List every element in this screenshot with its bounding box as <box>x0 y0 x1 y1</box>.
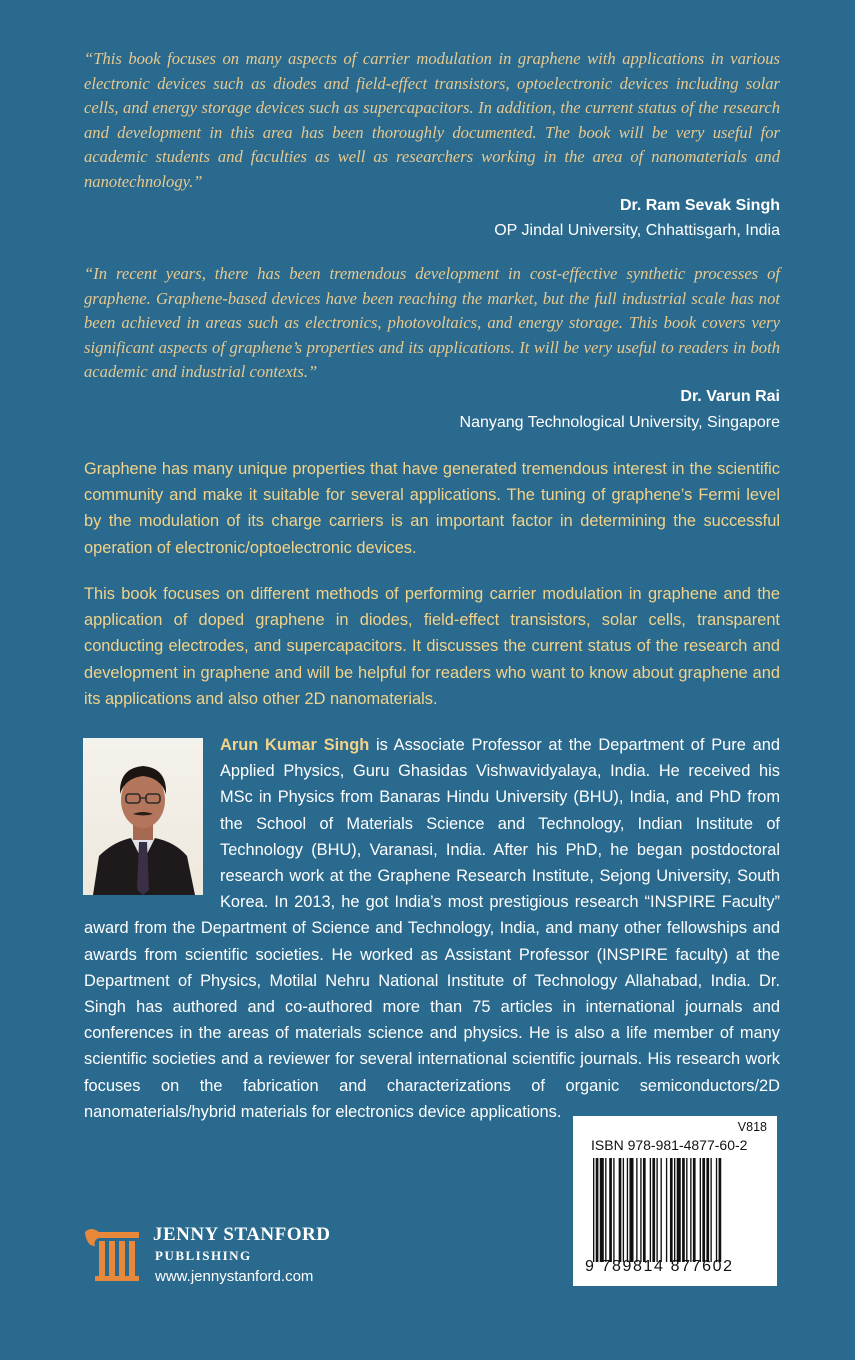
endorser-affiliation-1: OP Jindal University, Chhattisgarh, India <box>494 222 780 239</box>
barcode-code: V818 <box>737 1120 767 1134</box>
endorsement-quote-2: “In recent years, there has been tremendous development in cost-effective synthetic processes of graphene. Graphene-based devices have been reaching the market, but the full industrial scale has not been achieved in areas such as electronics, photovoltaics, and energy storage. This book covers very significant aspects of graphene’s properties and its applications. It will be very useful to readers in both academic and industrial contexts.” <box>84 264 780 381</box>
author-bio-text: is Associate Professor at the Department of Pure and Applied Physics, Guru Ghasidas Vishwavidyalaya, India. He received his MSc in Physics from Banaras Hindu University (BHU), India, and PhD from the School of Materials Science and Technology, Indian Institute of Technology (BHU), Varanasi, India. After his PhD, he began postdoctoral research work at the Graphene Research Institute, Sejong University, South Korea. In 2013, he got India’s most prestigious research “INSPIRE Faculty” award from the Department of Science and Technology, India, and many other fellowships and awards from scientific societies. He worked as Assistant Professor (INSPIRE faculty) at the Department of Physics, Motilal Nehru National Institute of Technology Allahabad, India. Dr. Singh has authored and co-authored more than 75 articles in international journals and conferences in the areas of materials science and physics. He is also a life member of many scientific societies and a reviewer for several international scientific journals. His research work focuses on the fabrication and characterizations of organic semiconductors/2D nanomaterials/hybrid materials for electronics device applications. <box>84 736 780 1121</box>
publisher-subtitle: PUBLISHING <box>155 1248 252 1263</box>
barcode-digits: 9 789814 877602 <box>585 1258 734 1275</box>
isbn-barcode <box>573 1116 777 1286</box>
book-description-2: This book focuses on different methods of performing carrier modulation in graphene and the application of doped graphene in diodes, field-effect transistors, solar cells, transparent conducting electrodes, and supercapacitors. It discusses the current status of the research and development in graphene and will be helpful for readers who want to know about graphene and its applications and also other 2D nanomaterials. <box>84 585 780 708</box>
book-description-1: Graphene has many unique properties that have generated tremendous interest in the scientific community and make it suitable for several applications. The tuning of graphene’s Fermi level by the modulation of its charge carriers is an important factor in determining the successful operation of electronic/optoelectronic devices. <box>84 460 780 557</box>
author-name: Arun Kumar Singh <box>220 736 370 754</box>
author-photo <box>83 738 203 895</box>
isbn-text: ISBN 978-981-4877-60-2 <box>591 1137 748 1153</box>
publisher-name: JENNY STANFORD <box>153 1224 331 1245</box>
endorser-affiliation-2: Nanyang Technological University, Singapore <box>459 414 780 431</box>
endorser-name-1: Dr. Ram Sevak Singh <box>619 197 780 214</box>
endorser-name-2: Dr. Varun Rai <box>680 388 780 405</box>
endorsement-quote-1: “This book focuses on many aspects of carrier modulation in graphene with applications in various electronic devices such as diodes and field-effect transistors, optoelectronic devices including solar cells, and energy storage devices such as supercapacitors. In addition, the current status of the research and development in this area has been thoroughly documented. The book will be very useful for academic students and faculties as well as researchers working in the area of nanomaterials and nanotechnology.” <box>84 49 780 191</box>
publisher-url: www.jennystanford.com <box>155 1268 314 1285</box>
barcode-bars <box>593 1158 757 1262</box>
publisher-logo-icon <box>83 1224 141 1287</box>
